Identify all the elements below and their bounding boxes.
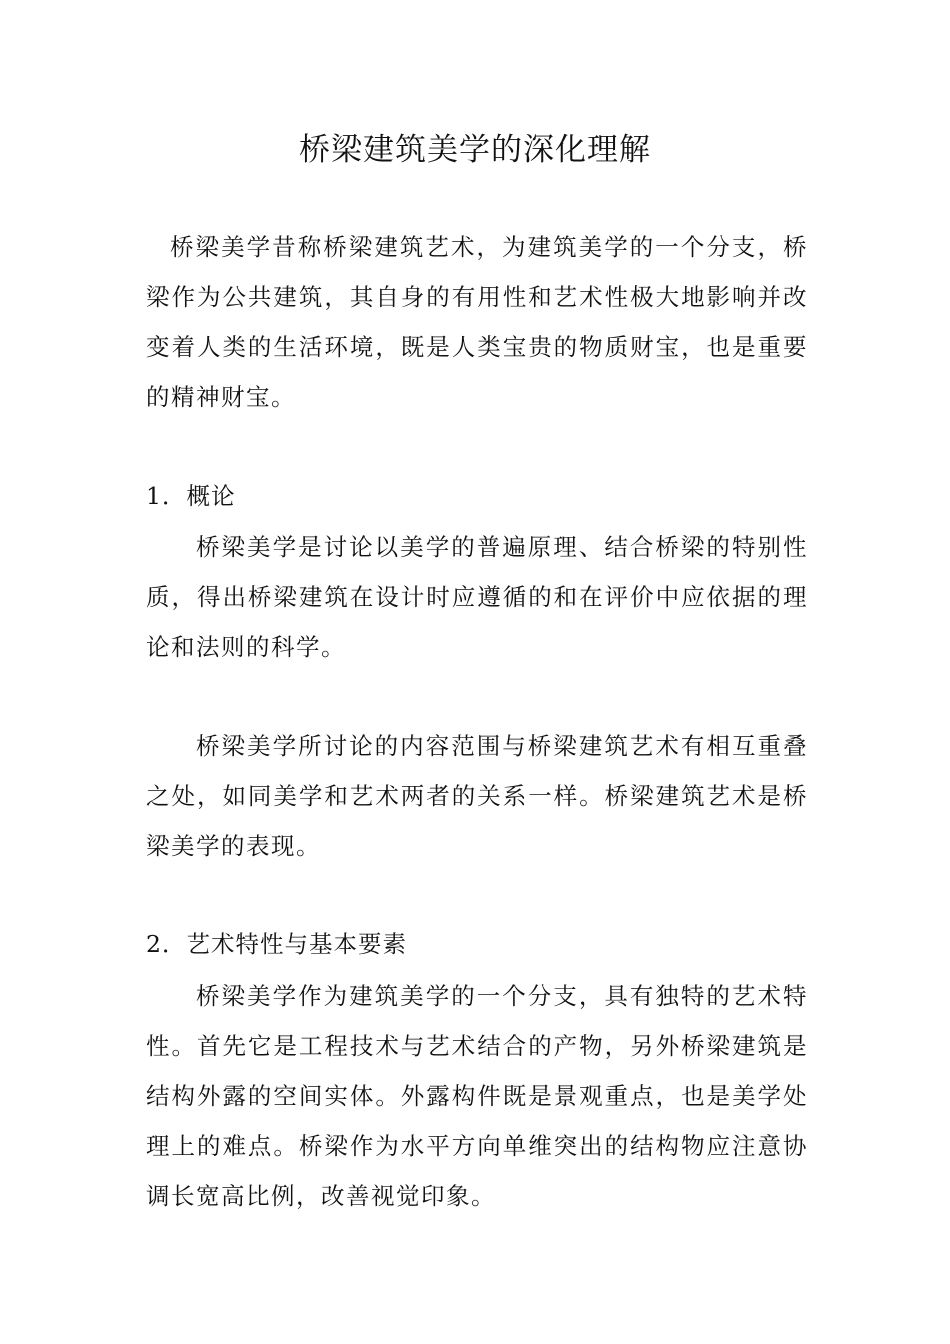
- section-overview-paragraph-2: 桥梁美学所讨论的内容范围与桥梁建筑艺术有相互重叠之处，如同美学和艺术两者的关系一样。桥梁建筑艺术是桥梁美学的表现。: [146, 732, 808, 860]
- intro-paragraph: 桥梁美学昔称桥梁建筑艺术，为建筑美学的一个分支，桥梁作为公共建筑，其自身的有用性和艺术性极大地影响并改变着人类的生活环境，既是人类宝贵的物质财宝，也是重要的精神财宝。: [146, 233, 808, 411]
- document-title: 桥梁建筑美学的深化理解: [299, 132, 651, 168]
- section-overview-paragraph-1: 桥梁美学是讨论以美学的普遍原理、结合桥梁的特别性质，得出桥梁建筑在设计时应遵循的和在评价中应依据的理论和法则的科学。: [146, 533, 808, 661]
- section-heading-art-features: 2．艺术特性与基本要素: [146, 930, 407, 958]
- section-heading-overview: 1．概论: [146, 482, 236, 510]
- section-art-features-paragraph-1: 桥梁美学作为建筑美学的一个分支，具有独特的艺术特性。首先它是工程技术与艺术结合的产物，另外桥梁建筑是结构外露的空间实体。外露构件既是景观重点，也是美学处理上的难点。桥梁作为水平方向单维突出的结构物应注意协调长宽高比例，改善视觉印象。: [146, 982, 808, 1210]
